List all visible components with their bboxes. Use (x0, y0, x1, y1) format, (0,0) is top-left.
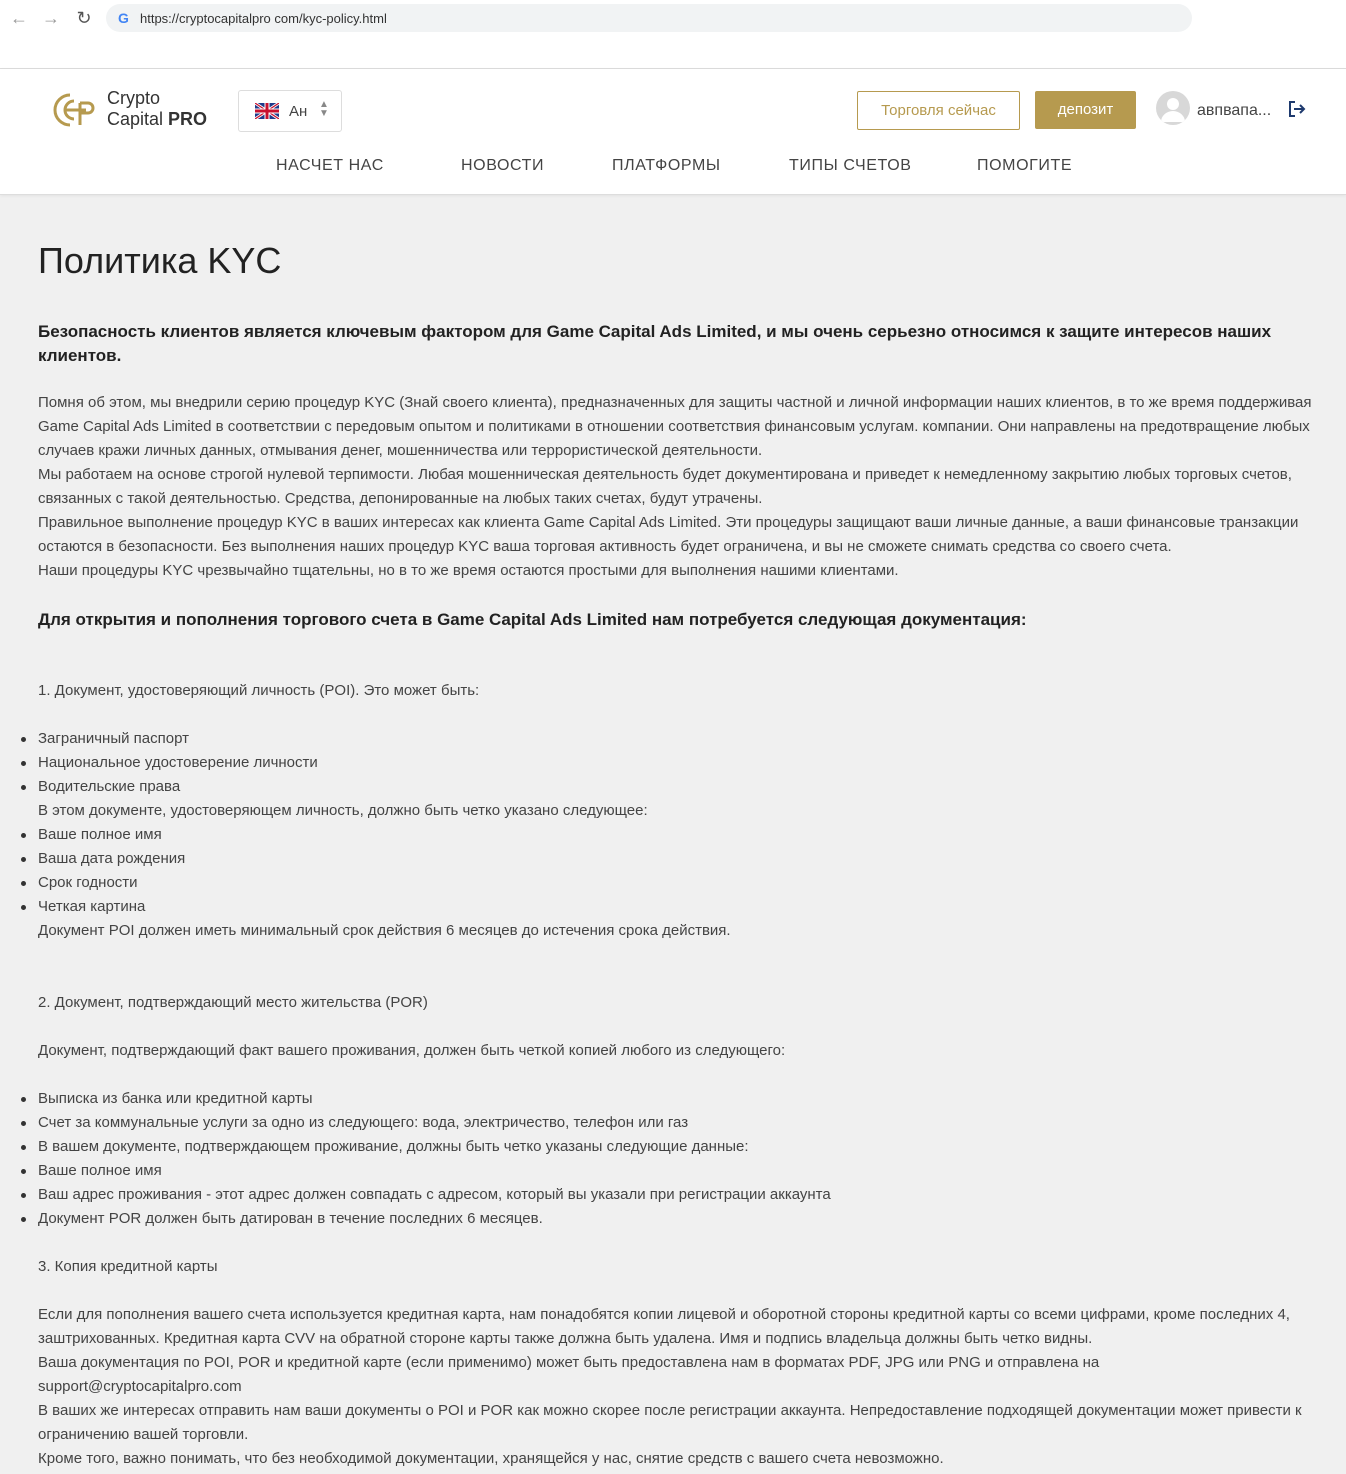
section-2-title: 2. Документ, подтверждающий место жительства (POR) (38, 994, 428, 1011)
por-list (38, 1087, 831, 1231)
intro-paragraph-3: Правильное выполнение процедур KYC в ваших интересах как клиента Game Capital Ads Limited. Эти процедуры защищают ваши личные данные, а ваши финансовые транзакции остаются в безопасности. Без выполнения наших процедур KYC ваша торговая активность будет ограничена, и вы не сможете снимать средства со своего счета. (38, 514, 1299, 555)
user-icon (1156, 91, 1190, 125)
trade-now-button[interactable]: Торговля сейчас (857, 91, 1020, 130)
section-1-title: 1. Документ, удостоверяющий личность (POI). Это может быть: (38, 682, 480, 699)
logout-icon[interactable] (1287, 99, 1307, 119)
avatar[interactable] (1156, 91, 1190, 125)
logo-line2: Capital (107, 109, 169, 129)
browser-toolbar (0, 0, 1346, 69)
list-item: Четкая картина (38, 895, 731, 919)
poi-list (38, 727, 731, 943)
logo-icon[interactable] (46, 89, 98, 131)
section-3-title: 3. Копия кредитной карты (38, 1258, 218, 1275)
list-item: Документ POR должен быть датирован в течение последних 6 месяцев. (38, 1207, 831, 1231)
list-item: Ваш адрес проживания - этот адрес должен совпадать с адресом, который вы указали при регистрации аккаунта (38, 1183, 831, 1207)
logo-line1: Crypto (107, 88, 161, 108)
documents-heading: Для открытия и пополнения торгового счета в Game Capital Ads Limited нам потребуется следующая документация: (38, 610, 1027, 629)
logo-pro: PRO (168, 109, 208, 129)
list-item: Выписка из банка или кредитной карты (38, 1087, 831, 1111)
logo-text[interactable] (107, 88, 207, 130)
list-item: Счет за коммунальные услуги за одно из следующего: вода, электричество, телефон или газ (38, 1111, 831, 1135)
intro-paragraph-4: Наши процедуры KYC чрезвычайно тщательны, но в то же время остаются простыми для выполнения нашими клиентами. (38, 562, 899, 579)
intro-heading: Безопасность клиентов является ключевым фактором для Game Capital Ads Limited, и мы очень серьезно относимся к защите интересов наших клиентов. (38, 322, 1272, 365)
page-title: Политика KYC (38, 240, 282, 281)
forward-icon[interactable]: → (42, 8, 60, 28)
list-item: Заграничный паспорт (38, 727, 731, 751)
language-select[interactable] (238, 90, 342, 132)
reload-icon[interactable]: ↻ (76, 8, 92, 28)
back-icon[interactable]: ← (10, 8, 28, 28)
nav-help[interactable]: ПОМОГИТЕ (977, 157, 1073, 174)
intro-paragraph-1: Помня об этом, мы внедрили серию процедур KYC (Знай своего клиента), предназначенных для защиты частной и личной информации наших клиентов, в то же время поддерживая Game Capital Ads Limited в соответствии с передовым опытом и политиками в отношении соответствия финансовым услугам. компании. Они направлены на предотвращение любых случаев кражи личных данных, отмывания денег, мошенничества или террористической деятельности. (38, 394, 1312, 459)
list-footer: Документ POI должен иметь минимальный срок действия 6 месяцев до истечения срока действия. (38, 922, 731, 939)
list-item: Ваше полное имя (38, 1159, 831, 1183)
nav-news[interactable]: НОВОСТИ (461, 157, 545, 174)
chevron-updown-icon: ▲ ▼ (319, 99, 329, 119)
url-text[interactable]: https://cryptocapitalpro com/kyc-policy.html (140, 11, 387, 26)
uk-flag-icon (255, 103, 279, 119)
language-label: Ан (289, 103, 308, 120)
list-item: Ваша дата рождения (38, 847, 731, 871)
list-item: В вашем документе, подтверждающем проживание, должны быть четко указаны следующие данные: (38, 1135, 831, 1159)
list-item: Ваше полное имя (38, 823, 731, 847)
section-3-paragraph-2: Ваша документация по POI, POR и кредитной карте (если применимо) может быть предоставлена нам в форматах PDF, JPG или PNG и отправлена на support@cryptocapitalpro.com (38, 1354, 1100, 1395)
intro-paragraph-2: Мы работаем на основе строгой нулевой терпимости. Любая мошенническая деятельность будет документирована и приведет к немедленному закрытию любых торговых счетов, связанных с такой деятельностью. Средства, депонированные на любых таких счетах, будут утрачены. (38, 466, 1292, 507)
nav-about[interactable]: НАСЧЕТ НАС (276, 157, 384, 174)
section-3-paragraph-3: В ваших же интересах отправить нам ваши документы о POI и POR как можно скорее после регистрации аккаунта. Непредоставление подходящей документации может привести к ограничению вашей торговли. (38, 1402, 1302, 1443)
section-2-intro: Документ, подтверждающий факт вашего проживания, должен быть четкой копией любого из следующего: (38, 1042, 786, 1059)
list-item: Срок годности (38, 871, 731, 895)
section-3-paragraph-4: Кроме того, важно понимать, что без необходимой документации, хранящейся у нас, снятие средств с вашего счета невозможно. (38, 1450, 944, 1467)
list-item: Водительские права (38, 775, 731, 799)
username[interactable]: авпвапа... (1197, 102, 1272, 119)
nav-platforms[interactable]: ПЛАТФОРМЫ (612, 157, 721, 174)
deposit-button[interactable]: депозит (1035, 91, 1136, 129)
nav-account-types[interactable]: ТИПЫ СЧЕТОВ (789, 157, 912, 174)
site-header (0, 69, 1346, 195)
list-note: В этом документе, удостоверяющем личность, должно быть четко указано следующее: (38, 802, 648, 819)
address-bar[interactable] (106, 4, 1192, 32)
google-icon: G (118, 10, 129, 26)
list-item: Национальное удостоверение личности (38, 751, 731, 775)
section-3-paragraph-1: Если для пополнения вашего счета используется кредитная карта, нам понадобятся копии лицевой и оборотной стороны кредитной карты со всеми цифрами, кроме последних 4, заштрихованных. Кредитная карта CVV на обратной стороне карты также должна быть удалена. Имя и подпись владельца должны быть четко видны. (38, 1306, 1290, 1347)
